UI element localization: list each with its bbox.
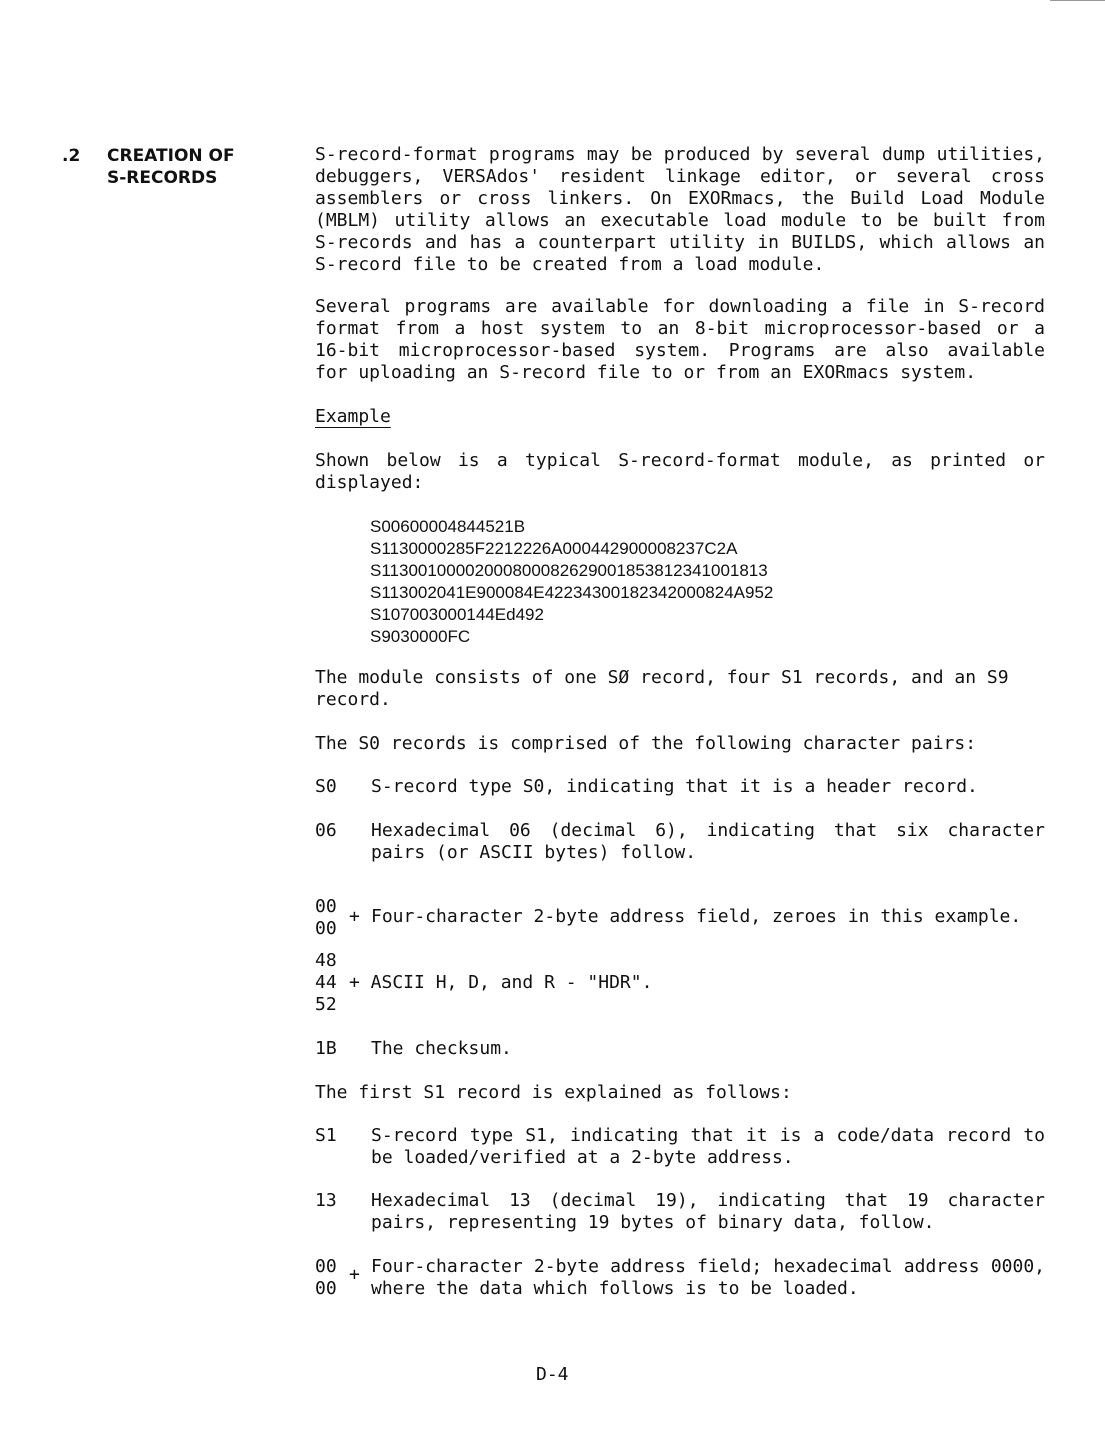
s1-addr-desc: Four-character 2-byte address field; hexadecimal address 0000,	[371, 1256, 1045, 1277]
para4-line: The module consists of one SØ record, four S1 records, and an S9	[315, 667, 1009, 688]
para2-line: format from a host system to an 8-bit microprocessor-based or a	[315, 318, 1045, 339]
s1-len-desc: Hexadecimal 13 (decimal 19), indicating that 19 character	[371, 1190, 1045, 1211]
page-edge-mark	[1050, 0, 1105, 1]
section-title-line1: CREATION OF	[107, 146, 235, 166]
s1-len-desc: pairs, representing 19 bytes of binary data, follow.	[371, 1212, 935, 1233]
para2-line: Several programs are available for downloading a file in S-record	[315, 296, 1045, 317]
srecord-line: S1130000285F2212226A000442900008237C2A	[370, 539, 738, 558]
srecord-line: S107003000144Ed492	[370, 605, 544, 624]
para2-line: 16-bit microprocessor-based system. Programs are also available	[315, 340, 1045, 361]
para4-line: record.	[315, 689, 391, 710]
addr-code: 00	[315, 896, 337, 917]
addr-code: 00	[315, 918, 337, 939]
s1-addr-code: 00	[315, 1256, 337, 1277]
para1-line: S-record file to be created from a load module.	[315, 254, 825, 275]
s1-len-code: 13	[315, 1190, 337, 1211]
page-number: D-4	[536, 1364, 569, 1385]
ascii-code: 44	[315, 972, 337, 993]
srecord-line: S11300100002000800082629001853812341001813	[370, 561, 768, 580]
addr-desc: Four-character 2-byte address field, zeroes in this example.	[371, 906, 1022, 927]
checksum-code: 1B	[315, 1038, 337, 1059]
para5: The S0 records is comprised of the following character pairs:	[315, 733, 977, 754]
srecord-line: S00600004844521B	[370, 517, 526, 536]
len-desc: Hexadecimal 06 (decimal 6), indicating that six character	[371, 820, 1045, 841]
para1-line: assemblers or cross linkers. On EXORmacs, the Build Load Module	[315, 188, 1045, 209]
srecord-line: S113002041E900084E42234300182342000824A952	[370, 583, 774, 602]
ascii-desc: + ASCII H, D, and R - "HDR".	[349, 972, 653, 993]
para1-line: S-records and has a counterpart utility in BUILDS, which allows an	[315, 232, 1045, 253]
para3-line: displayed:	[315, 472, 424, 493]
example-heading: Example	[315, 406, 391, 427]
s1-addr-desc: where the data which follows is to be loaded.	[371, 1278, 859, 1299]
s0-desc: S-record type S0, indicating that it is a header record.	[371, 776, 978, 797]
len-desc: pairs (or ASCII bytes) follow.	[371, 842, 697, 863]
para2-line: for uploading an S-record file to or from an EXORmacs system.	[315, 362, 977, 383]
para3-line: Shown below is a typical S-record-format module, as printed or	[315, 450, 1045, 471]
s1-code: S1	[315, 1125, 337, 1146]
section-heading	[62, 145, 80, 167]
len-code: 06	[315, 820, 337, 841]
srecord-line: S9030000FC	[370, 627, 471, 646]
s1-addr-code: 00	[315, 1278, 337, 1299]
plus-sign: +	[349, 1264, 360, 1285]
plus-sign: +	[349, 906, 360, 927]
para1-line: debuggers, VERSAdos' resident linkage editor, or several cross	[315, 166, 1045, 187]
checksum-desc: The checksum.	[371, 1038, 512, 1059]
ascii-code: 52	[315, 994, 337, 1015]
ascii-code: 48	[315, 950, 337, 971]
section-title-line2: S-RECORDS	[107, 168, 218, 188]
para6: The first S1 record is explained as follows:	[315, 1082, 792, 1103]
s1-desc: be loaded/verified at a 2-byte address.	[371, 1147, 794, 1168]
s0-code: S0	[315, 776, 337, 797]
para1-line: (MBLM) utility allows an executable load module to be built from	[315, 210, 1045, 231]
para1-line: S-record-format programs may be produced by several dump utilities,	[315, 144, 1045, 165]
s1-desc: S-record type S1, indicating that it is a code/data record to	[371, 1125, 1045, 1146]
section-number: .2	[62, 146, 81, 166]
